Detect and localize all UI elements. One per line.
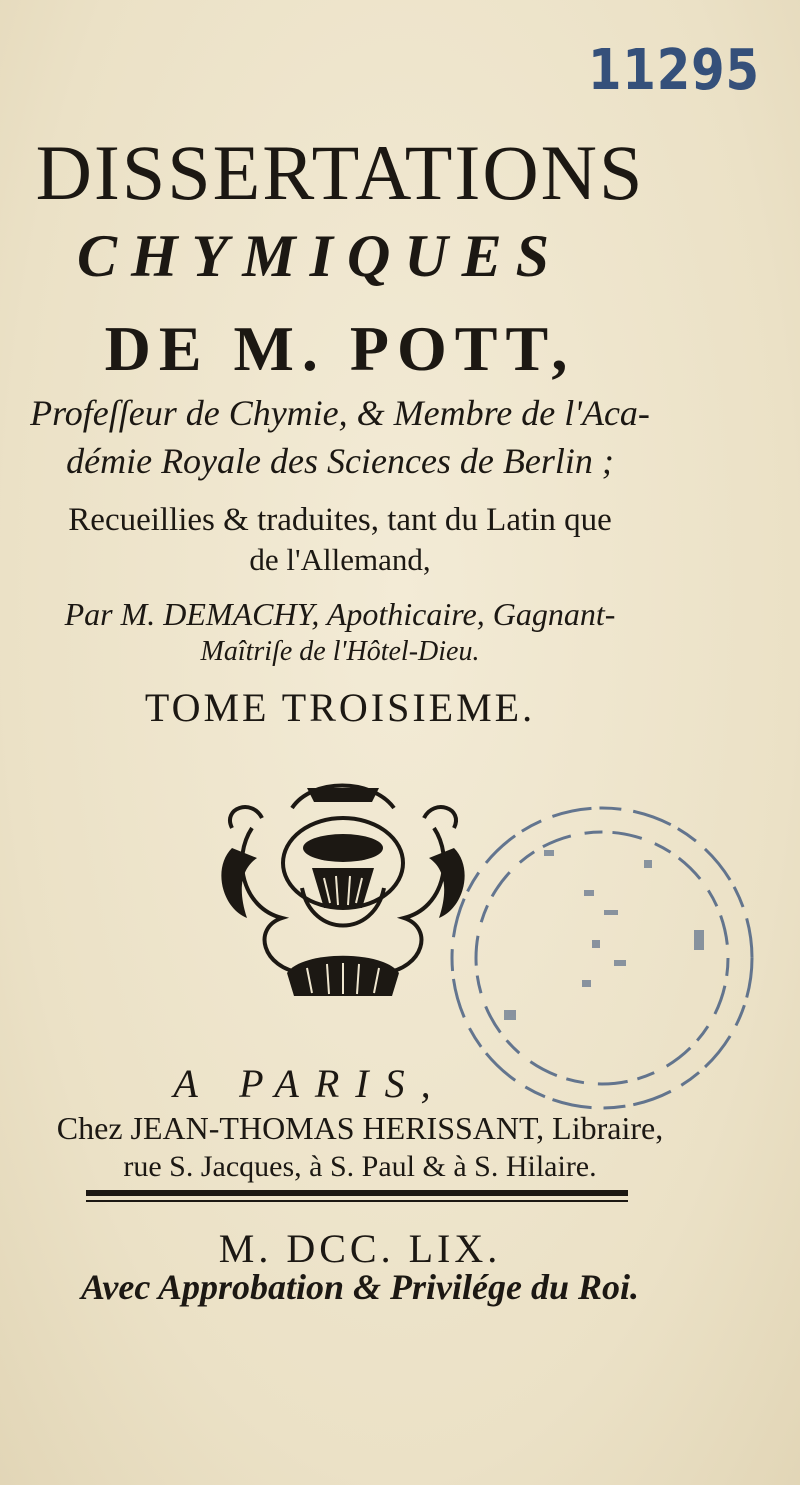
author-description-line-2: démie Royale des Sciences de Berlin ;: [66, 441, 614, 481]
author-description-line-1: Profeſſeur de Chymie, & Membre de l'Aca-: [30, 393, 650, 433]
publisher-line-1: Chez JEAN-THOMAS HERISSANT, Libraire,: [56, 1110, 664, 1146]
book-subtitle: CHYMIQUES: [76, 223, 564, 289]
author-name: DE M. POTT,: [104, 313, 576, 384]
collected-line-2: de l'Allemand,: [249, 542, 431, 577]
volume-label: TOME TROISIEME.: [144, 685, 536, 730]
translator-line-1: Par M. DEMACHY, Apothicaire, Gagnant-: [64, 596, 616, 632]
royal-privilege: Avec Approbation & Privilége du Roi.: [81, 1267, 639, 1307]
book-title: DISSERTATIONS: [35, 129, 645, 216]
thin-rule: [86, 1200, 628, 1202]
library-number-stamp: 11295: [588, 38, 760, 103]
place-of-publication: A PARIS,: [173, 1061, 447, 1106]
printer-ornament-vignette: [212, 768, 474, 1000]
translator-line-2: Maîtriſe de l'Hôtel-Dieu.: [200, 636, 480, 667]
collected-line-1: Recueillies & traduites, tant du Latin que: [68, 502, 612, 538]
publisher-line-2: rue S. Jacques, à S. Paul & à S. Hilaire.: [123, 1150, 597, 1183]
thick-rule: [86, 1190, 628, 1196]
publication-date: M. DCC. LIX.: [218, 1226, 502, 1271]
